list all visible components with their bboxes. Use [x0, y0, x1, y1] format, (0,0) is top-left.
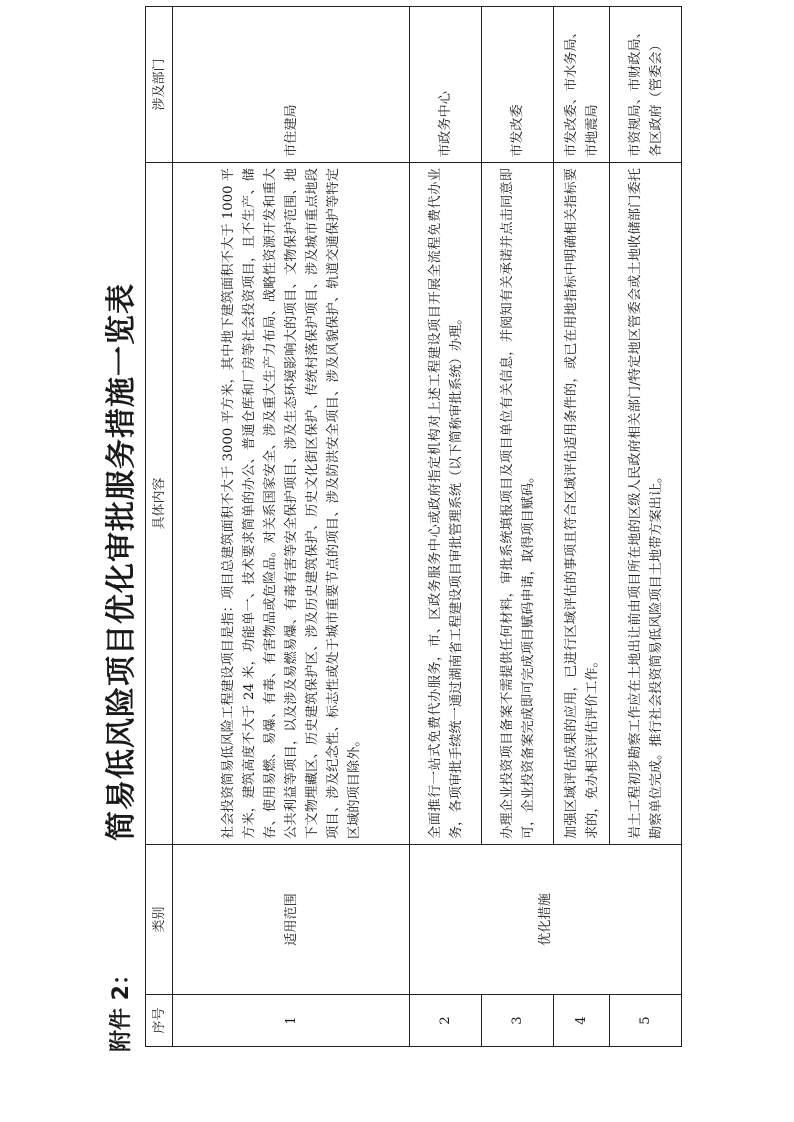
header-category: 类别 [146, 845, 173, 995]
row-content: 全面推行一站式免费代办服务，市、区政务服务中心或政府指定机构对上述工程建设项目开展全流程免费代办业务，各项审批手续统一通过湖南省工程建设项目审批管理系统（以下简称审批系统）办理。 [410, 163, 482, 845]
row-content: 加强区域评估成果的应用，已进行区域评估的事项且符合区域评估适用条件的，或已在用地指标中明确相关指标要求的，免办相关评估评价工作。 [554, 163, 610, 845]
header-dept: 涉及部门 [146, 7, 173, 163]
row-no: 1 [173, 995, 410, 1047]
row-dept: 市发改委、市水务局、市地震局 [554, 7, 610, 163]
row-no: 2 [410, 995, 482, 1047]
category-scope: 适用范围 [173, 845, 410, 995]
header-no: 序号 [146, 995, 173, 1047]
measures-table [145, 6, 682, 1047]
row-dept: 市政务中心 [410, 7, 482, 163]
table-row [173, 7, 410, 1047]
table-row [410, 7, 482, 1047]
row-no: 5 [610, 995, 682, 1047]
row-content: 岩土工程初步勘察工作应在土地出让前由项目所在地的区级人民政府相关部门/特定地区管委会或土地收储部门委托勘察单位完成。推行社会投资简易低风险项目土地带方案出让。 [610, 163, 682, 845]
row-no: 3 [482, 995, 554, 1047]
row-content: 社会投资简易低风险工程建设项目是指：项目总建筑面积不大于 3000 平方米，其中地下建筑面积不大于 1000 平方米，建筑高度不大于 24 米，功能单一、技术要求简单的办公、普通仓库和厂房等社会投资项目，且不生产、储存、使用易燃、易爆、有毒、有害物品或危险品。对关系国家安全、涉及重大生产力布局、战略性资源开发和重大公共利益等项目，以及涉及易燃易爆、有毒有害等安全保护项目、涉及生态环境影响大的项目、文物保护范围、地下文物埋藏区、历史建筑保护区、涉及历史建筑保护、历史文化街区保护、传统村落保护项目、涉及城市重点地段项目、涉及纪念性、标志性或处于城市重要节点的项目、涉及防洪安全项目、涉及风貌保护、轨道交通保护等特定区域的项目除外。 [173, 163, 410, 845]
header-content: 具体内容 [146, 163, 173, 845]
document-title: 简易低风险项目优化审批服务措施一览表 [104, 283, 139, 841]
row-no: 4 [554, 995, 610, 1047]
attachment-label: 附件 2： [109, 963, 134, 1052]
category-optimize: 优化措施 [410, 845, 682, 995]
row-dept: 市资规局、市财政局、各区政府（管委会） [610, 7, 682, 163]
table-header-row [146, 7, 173, 1047]
row-dept: 市住建局 [173, 7, 410, 163]
row-content: 办理企业投资项目备案不需提供任何材料，审批系统填报项目及项目单位有关信息，并阅知有关承诺并点击同意即可，企业投资备案完成即可完成项目赋码申请，取得项目赋码。 [482, 163, 554, 845]
row-dept: 市发改委 [482, 7, 554, 163]
